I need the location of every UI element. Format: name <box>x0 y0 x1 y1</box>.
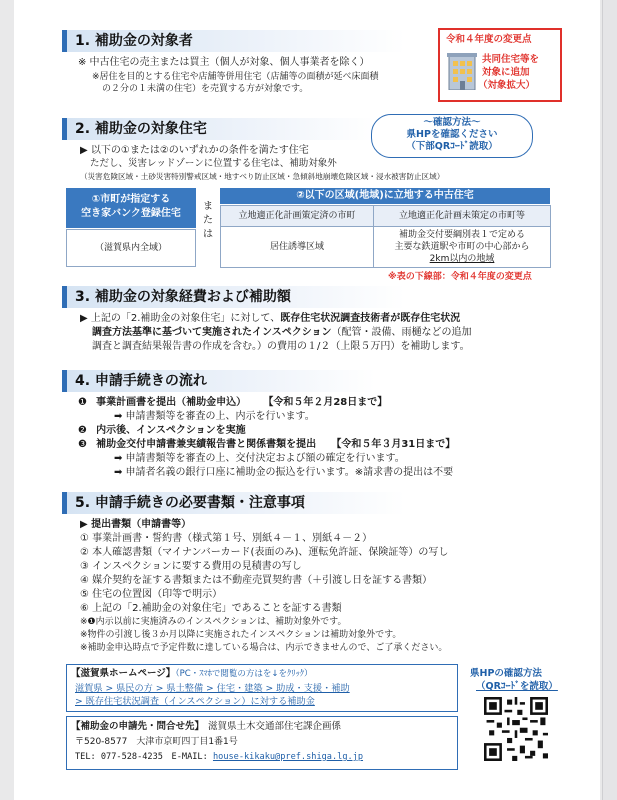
document-item: ④ 媒介契約を証する書類または不動産売買契約書（＋引渡し日を証する書類） <box>80 575 433 586</box>
homepage-heading <box>71 667 313 681</box>
check-method-bubble <box>371 114 533 158</box>
fy2022-change-badge <box>438 28 562 102</box>
section-2-heading: 2. 補助金の対象住宅 <box>62 118 375 140</box>
option-1-header-line-1: ①市町が指定する <box>91 194 171 205</box>
homepage-label: 【滋賀県ホームページ】 <box>71 668 176 679</box>
bubble-line-2: 県HPを確認ください <box>406 129 498 140</box>
step-2 <box>78 424 246 438</box>
s3-line-2b: （配管・設備、雨樋などの追加 <box>331 327 472 338</box>
bubble-line-3: （下部QRｺｰﾄﾞ読取） <box>406 141 498 152</box>
contact-email-link[interactable]: house-kikaku@pref.shiga.lg.jp <box>212 752 364 762</box>
section-1-heading: 1. 補助金の対象者 <box>62 30 405 52</box>
option-1-header <box>66 188 196 228</box>
step-3-label: 補助金交付申請書兼実績報告書と関係書類を提出 <box>96 439 317 450</box>
contact-address: 〒520-8577 大津市京町四丁目1番1号 <box>75 737 238 747</box>
step-1-detail: ➡ 申請書類等を審査の上、内示を行います。 <box>114 411 315 422</box>
col-unplanned-line-1: 補助金交付要綱別表１で定める <box>398 230 525 240</box>
homepage-hint: （PC・ｽﾏﾎで閲覧の方はを↓をｸﾘｯｸ） <box>175 669 313 679</box>
s3-line-3: 調査と調査結果報告書の作成を含む。）の費用の１/２（上限５万円）を補助します。 <box>92 341 470 352</box>
badge-line-2: 対象に追加 <box>482 67 530 78</box>
badge-line-1: 共同住宅等を <box>482 54 540 65</box>
option-1-header-line-2: 空き家バンク登録住宅 <box>81 208 181 219</box>
contact-dept: 滋賀県土木交通部住宅課企画係 <box>208 721 342 732</box>
homepage-box <box>66 664 458 712</box>
table-change-note: ※表の下線部：令和４年度の変更点 <box>388 272 532 282</box>
option-2-header-label: ②以下の区域(地域)に立地する中古住宅 <box>296 190 474 201</box>
step-3-number: ❸ <box>78 439 87 450</box>
homepage-path-link[interactable]: 滋賀県 > 県民の方 > 県土整備 > 住宅・建築 > 助成・支援・補助 <box>75 683 350 694</box>
col-planned-header: 立地適正化計画策定済の市町 <box>220 205 374 227</box>
bubble-line-1: ～確認方法～ <box>423 117 481 128</box>
contact-heading <box>71 720 341 733</box>
step-3 <box>78 438 455 452</box>
s3-line-2a: 調査方法基準に基づいて実施されたインスペクション <box>92 327 332 338</box>
document-item: ② 本人確認書類（マイナンバーカード(表面のみ)、運転免許証、保険証等）の写し <box>80 547 449 558</box>
document-item: ⑤ 住宅の位置図（印等で明示） <box>80 589 223 600</box>
note-item: ※物件の引渡し後３か月以降に実施されたインスペクションは補助対象外です。 <box>80 630 402 640</box>
step-1-number: ❶ <box>78 397 87 408</box>
apartment-building-icon <box>446 50 478 90</box>
document-item: ⑥ 上記の「2.補助金の対象住宅」であることを証する書類 <box>80 603 342 614</box>
step-1-label: 事業計画書を提出（補助金申込） <box>96 397 247 408</box>
note-item: ※❶内示以前に実施済みのインスペクションは、補助対象外です。 <box>80 617 347 627</box>
col-unplanned-line-3: 2km以内の地域 <box>429 254 495 264</box>
document-item: ① 事業計画書・誓約書（様式第１号、別紙４－１、別紙４－２） <box>80 533 373 544</box>
documents-heading: ▶ 提出書類（申請書等） <box>80 519 192 530</box>
step-1 <box>78 396 387 410</box>
option-2-header <box>220 188 550 204</box>
qr-caption-1: 県HPの確認方法 <box>470 668 542 679</box>
step-3-deadline: 【令和５年３月31日まで】 <box>331 439 456 450</box>
step-1-deadline: 【令和５年２月28日まで】 <box>263 397 388 408</box>
s3-line-1a: ▶ 上記の「2.補助金の対象住宅」に対して、 <box>80 313 281 324</box>
s1-line-2: ※居住を目的とする住宅や店舗等併用住宅（店舗等の面積が延べ床面積 <box>92 72 379 82</box>
contact-box <box>66 716 458 770</box>
or-label: ま た は <box>203 201 213 240</box>
s3-line-1 <box>80 312 460 326</box>
section-4-heading: 4. 申請手続きの流れ <box>62 370 375 392</box>
section-5-heading: 5. 申請手続きの必要書類・注意事項 <box>62 492 405 514</box>
step-2-label: 内示後、インスペクションを実施 <box>96 425 246 436</box>
badge-title: 令和４年度の変更点 <box>446 34 532 45</box>
step-3-detail-2: ➡ 申請者名義の銀行口座に補助金の振込を行います。※請求書の提出は不要 <box>114 467 454 478</box>
s1-line-1: ※ 中古住宅の売主または買主（個人が対象、個人事業者を除く） <box>78 57 370 68</box>
document-item: ③ インスペクションに要する費用の見積書の写し <box>80 561 302 572</box>
contact-phone: TEL: 077-528-4235 E-MAIL: <box>75 752 208 762</box>
flyer-page <box>14 0 600 800</box>
step-2-number: ❷ <box>78 425 87 436</box>
note-item: ※補助金申込時点で予定件数に達している場合は、内示できませんので、ご了承ください。 <box>80 643 448 653</box>
col-unplanned-body <box>373 226 551 268</box>
qr-caption-2: （QRｺｰﾄﾞを読取） <box>476 681 558 692</box>
contact-label: 【補助金の申請先・問合せ先】 <box>71 721 205 732</box>
qr-code-icon[interactable] <box>484 697 548 761</box>
s1-line-3: の２分の１未満の住宅）を売買する方が対象です。 <box>102 84 309 94</box>
s2-line-3: （災害危険区域・土砂災害特別警戒区域・地すべり防止区域・急傾斜地崩壊危険区域・浸水被害防止区域） <box>80 172 445 181</box>
section-3-heading: 3. 補助金の対象経費および補助額 <box>62 286 405 308</box>
step-3-detail-1: ➡ 申請書類等を審査の上、交付決定および額の確定を行います。 <box>114 453 405 464</box>
badge-line-3: （対象拡大） <box>478 80 536 91</box>
homepage-path-link-2[interactable]: > 既存住宅状況調査（インスペクション）に対する補助金 <box>75 696 315 707</box>
col-unplanned-header: 立地適正化計画未策定の市町等 <box>373 205 551 227</box>
s3-line-1b: 既存住宅状況調査技術者が既存住宅状況 <box>280 313 461 324</box>
s3-line-2 <box>92 326 472 340</box>
col-planned-body: 居住誘導区域 <box>220 226 374 268</box>
option-1-body: （滋賀県内全域） <box>66 229 196 267</box>
page-edge <box>602 0 617 800</box>
contact-phone-email <box>75 751 363 763</box>
col-unplanned-line-2: 主要な鉄道駅や市町の中心部から <box>394 242 530 252</box>
s2-line-1: ▶ 以下の①または②のいずれかの条件を満たす住宅 <box>80 145 309 156</box>
s2-line-2: ただし、災害レッドゾーンに位置する住宅は、補助対象外 <box>90 158 337 169</box>
